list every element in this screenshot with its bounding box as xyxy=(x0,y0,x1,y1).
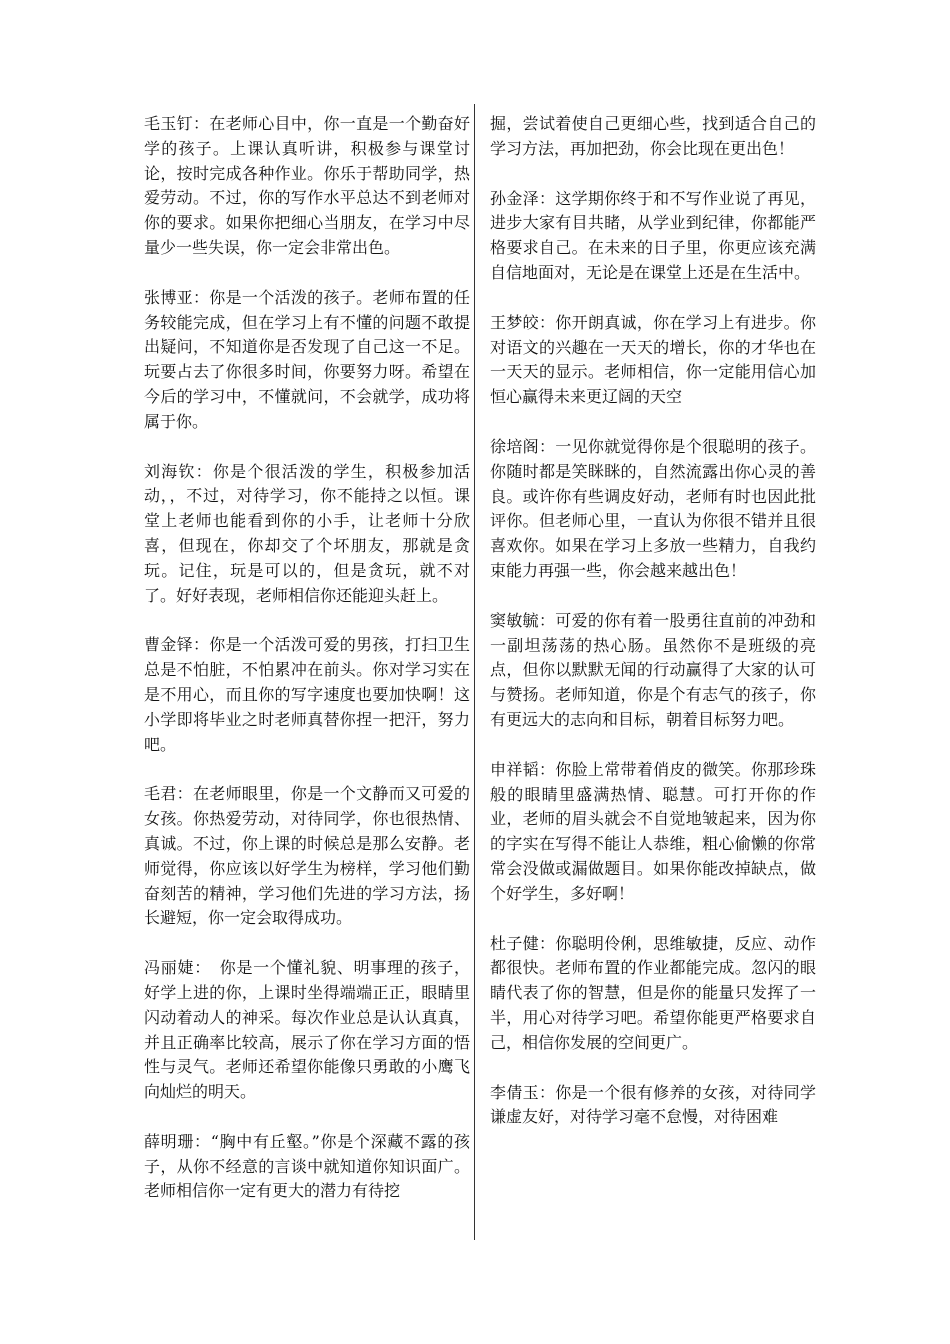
name-separator: ： xyxy=(538,1082,556,1102)
name-separator: ： xyxy=(176,784,193,804)
comment-text: 你是个很活泼的学生，积极参加活动，，不过，对待学习，你不能持之以恒。课堂上老师也能看到你的小手，让老师十分欣喜，但现在，你却交了个坏朋友，那就是贪玩。记住，玩是可以的，但是贪玩，就不对了。好好表现，老师相信你还能迎头赶上。 xyxy=(144,461,470,605)
student-name: 毛玉钉 xyxy=(144,114,193,133)
comment-text: 你是一个懂礼貌、明事理的孩子，好学上进的你，上课时坐得端端正正，眼睛里闪动着动人的神采。每次作业总是认认真真，并且正确率比较高，展示了你在学习方面的悟性与灵气。老师还希望你能像只勇敢的小鹰飞向灿烂的明天。 xyxy=(144,958,470,1102)
comment-entry xyxy=(144,112,470,261)
comment-entry xyxy=(144,956,470,1105)
name-separator: ： xyxy=(538,436,556,456)
comment-entry xyxy=(490,932,816,1056)
name-separator: ： xyxy=(192,114,210,133)
comment-entry xyxy=(490,187,816,286)
comment-entry xyxy=(144,1130,470,1204)
student-name: 王梦皎 xyxy=(490,312,539,332)
comment-text: 你是一个活泼的孩子。老师布置的任务较能完成，但在学习上有不懂的问题不敢提出疑问，不知道你是否发现了自己这一不足。玩要占去了你很多时间，你要努力呀。希望在今后的学习中，不懂就问，不会就学，成功将属于你。 xyxy=(144,287,470,431)
name-separator: ： xyxy=(538,933,556,953)
comment-text: 你聪明伶俐，思维敏捷，反应、动作都很快。老师布置的作业都能完成。忽闪的眼睛代表了你的智慧，但是你的能量只发挥了一半，用心对待学习吧。希望你能更严格要求自己，相信你发展的空间更广。 xyxy=(490,933,816,1052)
name-separator: ： xyxy=(538,610,556,630)
student-name: 张博亚 xyxy=(144,287,193,307)
comment-entry xyxy=(490,311,816,410)
comment-entry xyxy=(490,609,816,733)
name-separator: ： xyxy=(538,188,556,208)
student-name: 杜子健 xyxy=(490,933,539,953)
student-name: 李倩玉 xyxy=(490,1082,539,1102)
comment-entry xyxy=(144,782,470,931)
comment-entry xyxy=(490,1081,816,1131)
comment-text: 你开朗真诚，你在学习上有进步。你对语文的兴趣在一天天的增长，你的才华也在一天天的显示。老师相信，你一定能用信心加恒心赢得未来更辽阔的天空 xyxy=(490,312,816,407)
name-separator: ： xyxy=(192,635,210,655)
name-separator: ： xyxy=(194,958,203,978)
comment-text: 可爱的你有着一股勇往直前的冲劲和一副坦荡荡的热心肠。虽然你不是班级的亮点，但你以默默无闻的行动赢得了大家的认可与赞扬。老师知道，你是个有志气的孩子，你有更远大的志向和目标，朝着目标努力吧。 xyxy=(490,610,816,729)
comment-text: 在老师心目中，你一直是一个勤奋好学的孩子。上课认真听讲，积极参与课堂讨论，按时完成各种作业。你乐于帮助同学，热爱劳动。不过，你的写作水平总达不到老师对你的要求。如果你把细心当朋友，在学习中尽量少一些失误，你一定会非常出色。 xyxy=(144,114,470,257)
student-name: 徐培阁 xyxy=(490,436,539,456)
comment-text: “胸中有丘壑。”你是个深藏不露的孩子，从你不经意的言谈中就知道你知识面广。老师相信你一定有更大的潜力有待挖 xyxy=(144,1131,470,1201)
comment-entry xyxy=(144,286,470,435)
comment-text: 你脸上常带着俏皮的微笑。你那珍珠般的眼睛里盛满热情、聪慧。可打开你的作业，老师的眉头就会不自觉地皱起来，因为你的字实在写得不能让人恭维，粗心偷懒的你常常会没做或漏做题目。如果你能改掉缺点，做个好学生，多好啊！ xyxy=(490,759,816,903)
comment-text: 一见你就觉得你是个很聪明的孩子。你随时都是笑眯眯的，自然流露出你心灵的善良。或许你有些调皮好动，老师有时也因此批评你。但老师心里，一直认为你很不错并且很喜欢你。如果在学习上多放一些精力，自我约束能力再强一些，你会越来越出色！ xyxy=(490,436,816,580)
comment-entry xyxy=(490,435,816,584)
name-separator: ： xyxy=(192,287,210,307)
student-name: 申祥韬 xyxy=(490,759,539,779)
comment-entry xyxy=(490,758,816,907)
comment-text: 掘，尝试着使自己更细心些，找到适合自己的学习方法，再加把劲，你会比现在更出色！ xyxy=(490,114,816,158)
right-column xyxy=(490,112,816,1155)
comment-entry xyxy=(144,460,470,609)
column-divider xyxy=(474,104,475,1240)
comment-entry xyxy=(490,112,816,162)
name-separator: ： xyxy=(538,312,556,332)
student-name: 刘海钦 xyxy=(144,461,196,481)
student-name: 薛明珊 xyxy=(144,1131,195,1151)
comment-text: 你是一个很有修养的女孩，对待同学谦虚友好，对待学习毫不怠慢，对待困难 xyxy=(490,1082,816,1127)
left-column xyxy=(144,112,470,1229)
comment-entry xyxy=(144,633,470,757)
student-name: 冯丽婕 xyxy=(144,958,195,978)
comment-text: 你是一个活泼可爱的男孩，打扫卫生总是不怕脏，不怕累冲在前头。你对学习实在是不用心，而且你的写字速度也要加快啊！这小学即将毕业之时老师真替你捏一把汗，努力吧。 xyxy=(144,635,470,754)
name-separator: ： xyxy=(538,759,556,779)
comment-text: 在老师眼里，你是一个文静而又可爱的女孩。你热爱劳动，对待同学，你也很热情、真诚。不过，你上课的时候总是那么安静。老师觉得，你应该以好学生为榜样，学习他们勤奋刻苦的精神，学习他们先进的学习方法，扬长避短，你一定会取得成功。 xyxy=(144,784,470,928)
comment-text: 这学期你终于和不写作业说了再见，进步大家有目共睹，从学业到纪律，你都能严格要求自己。在未来的日子里，你更应该充满自信地面对，无论是在课堂上还是在生活中。 xyxy=(490,188,816,282)
student-name: 窦敏毓 xyxy=(490,610,539,630)
student-name: 毛君 xyxy=(144,784,177,804)
name-separator: ： xyxy=(195,461,213,481)
name-separator: ： xyxy=(194,1131,211,1151)
student-name: 孙金泽 xyxy=(490,188,539,208)
student-name: 曹金铎 xyxy=(144,635,193,655)
